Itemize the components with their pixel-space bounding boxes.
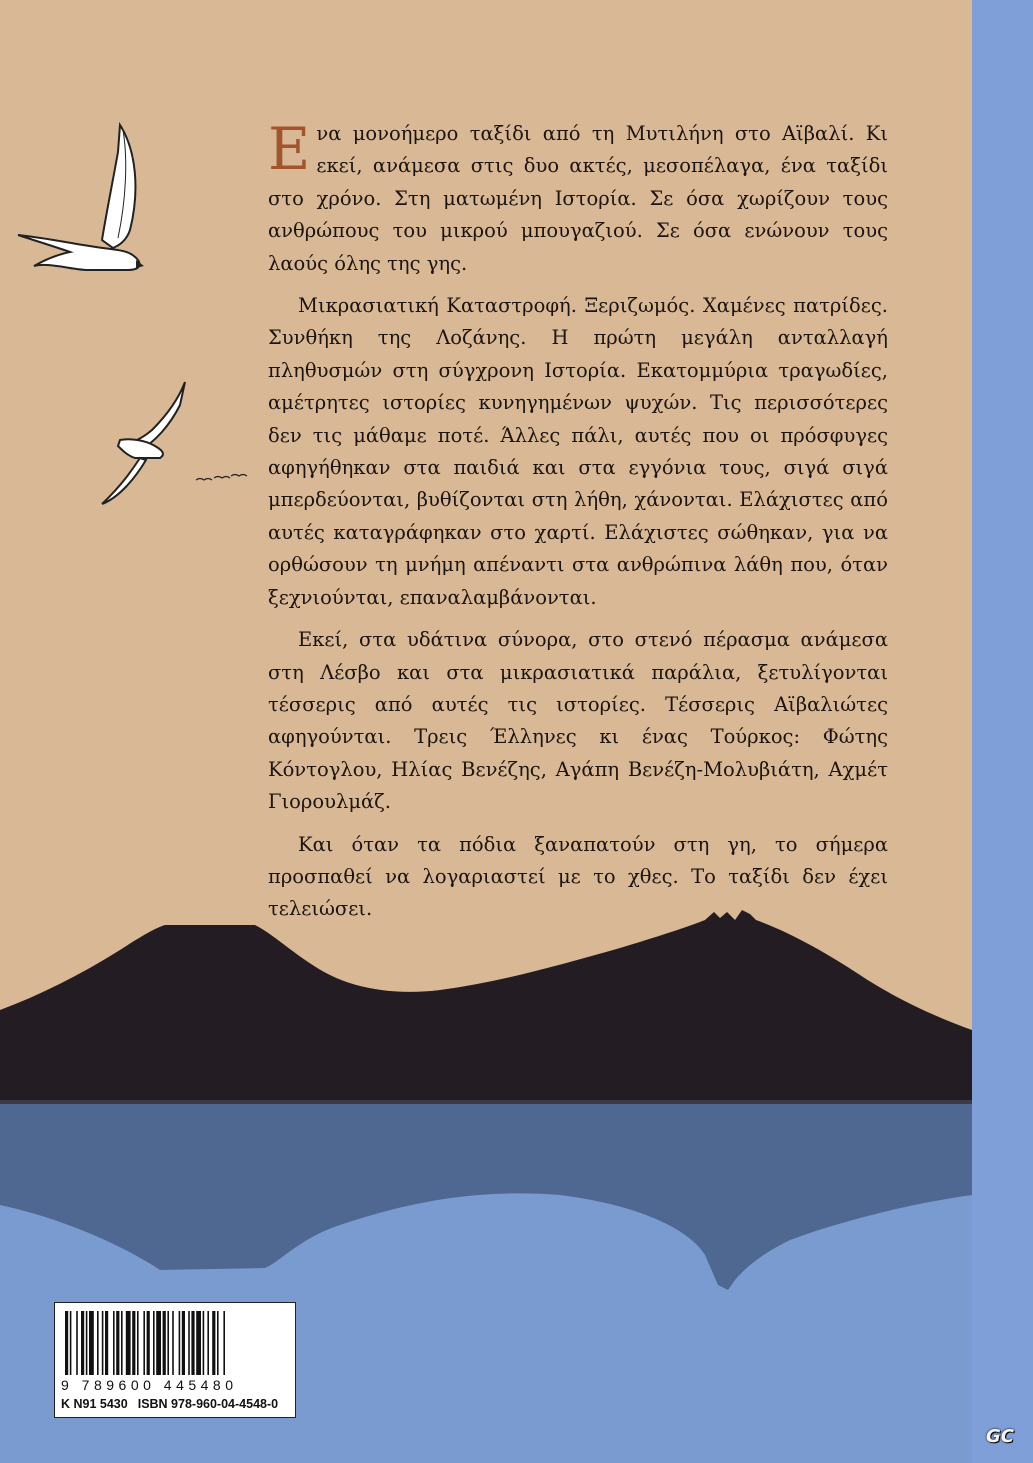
barcode-bar	[105, 1311, 108, 1375]
barcode-bar	[76, 1311, 78, 1375]
barcode-bar	[81, 1311, 84, 1375]
barcode-bar	[217, 1311, 219, 1375]
barcode-bar	[191, 1311, 194, 1375]
barcode-bar	[147, 1311, 150, 1375]
isbn-number: ISBN 978-960-04-4548-0	[137, 1397, 279, 1411]
book-spine	[970, 0, 1033, 1463]
blurb-text	[268, 115, 888, 936]
barcode-bar	[207, 1311, 209, 1375]
barcode-bar	[113, 1311, 115, 1375]
barcode-bar	[196, 1311, 201, 1375]
barcode-bar	[179, 1311, 181, 1375]
barcode-bar	[65, 1311, 68, 1375]
barcode-bar	[116, 1311, 119, 1375]
barcode-bar	[86, 1311, 88, 1375]
seagull-icon	[102, 382, 185, 504]
barcode-bar	[102, 1311, 104, 1375]
barcode-digits: 9 789600 445480	[61, 1377, 238, 1393]
barcode-bar	[97, 1311, 99, 1375]
isbn-line	[61, 1397, 289, 1411]
blurb-paragraph: Ενα μονοήμερο ταξίδι από τη Μυτιλήνη στο Αϊβαλί. Κι εκεί, ανάμεσα στις δυο ακτές, μεσοπέλαγα, ένα ταξίδι στο χρόνο. Στη ματωμένη Ιστορία. Σε όσα χωρίζουν τους ανθρώπους του μικρού μπουγαζιού. Σε όσα ενώνουν τους λαούς όλης της γης.	[268, 115, 888, 275]
kn-code: K N91 5430	[61, 1397, 128, 1411]
drop-cap: Ε	[268, 115, 311, 183]
watermark-logo: GC	[986, 1426, 1014, 1447]
seagull-icon	[18, 125, 144, 270]
barcode-bar	[126, 1311, 131, 1375]
barcode-bar	[188, 1311, 190, 1375]
barcode-bar	[143, 1311, 145, 1375]
shoreline	[0, 1100, 972, 1104]
barcode-bar	[70, 1311, 72, 1375]
blurb-paragraph: Και όταν τα πόδια ξαναπατούν στη γη, το σήμερα προσπαθεί να λογαριαστεί με το χθες. Το ταξίδι δεν έχει τελειώσει.	[268, 832, 888, 921]
barcode-bar	[137, 1311, 139, 1375]
blurb-paragraph: Εκεί, στα υδάτινα σύνορα, στο στενό πέρασμα ανάμεσα στη Λέσβο και στα μικρασιατικά παράλια, ξετυλίγονται τέσσερις από αυτές τις ιστορίες. Τέσσερις Αϊβαλιώτες αφηγούνται. Τρεις Έλληνες κι ένας Τούρκος: Φώτης Κόντογλου, Ηλίας Βενέζης, Αγάπη Βενέζη-Μολυβιάτη, Αχμέτ Γιορουλμάζ.	[268, 628, 888, 814]
barcode-bars	[63, 1311, 287, 1375]
barcode-bar	[212, 1311, 215, 1375]
isbn-barcode	[54, 1302, 296, 1418]
barcode-bar	[156, 1311, 161, 1375]
barcode-bar	[203, 1311, 205, 1375]
barcode-bar	[167, 1311, 169, 1375]
distant-birds-icon	[196, 475, 247, 481]
barcode-bar	[121, 1311, 123, 1375]
barcode-bar	[132, 1311, 135, 1375]
blurb-paragraph: Μικρασιατική Καταστροφή. Ξεριζωμός. Χαμένες πατρίδες. Συνθήκη της Λοζάνης. Η πρώτη μεγάλη ανταλλαγή πληθυσμών στη σύγχρονη Ιστορία. Εκατομμύρια τραγωδίες, αμέτρητες ιστορίες κυνηγημένων ψυχών. Τις περισσότερες δεν τις μάθαμε ποτέ. Άλλες πάλι, αυτές που οι πρόσφυγες αφηγήθηκαν στα παιδιά και στα εγγόνια τους, σιγά σιγά μπερδεύονται, βυθίζονται στη λήθη, χάνονται. Ελάχιστες από αυτές καταγράφηκαν στο χαρτί. Ελάχιστες σώθηκαν, για να ορθώσουν τη μνήμη απέναντι στα ανθρώπινα λάθη που, όταν ξεχνιούνται, επαναλαμβάνονται.	[268, 294, 888, 609]
barcode-bar	[182, 1311, 185, 1375]
barcode-bar	[153, 1311, 155, 1375]
barcode-bar	[223, 1311, 225, 1375]
mountain-silhouette	[0, 910, 972, 1102]
barcode-bar	[163, 1311, 166, 1375]
barcode-bar	[89, 1311, 94, 1375]
barcode-bar	[172, 1311, 174, 1375]
